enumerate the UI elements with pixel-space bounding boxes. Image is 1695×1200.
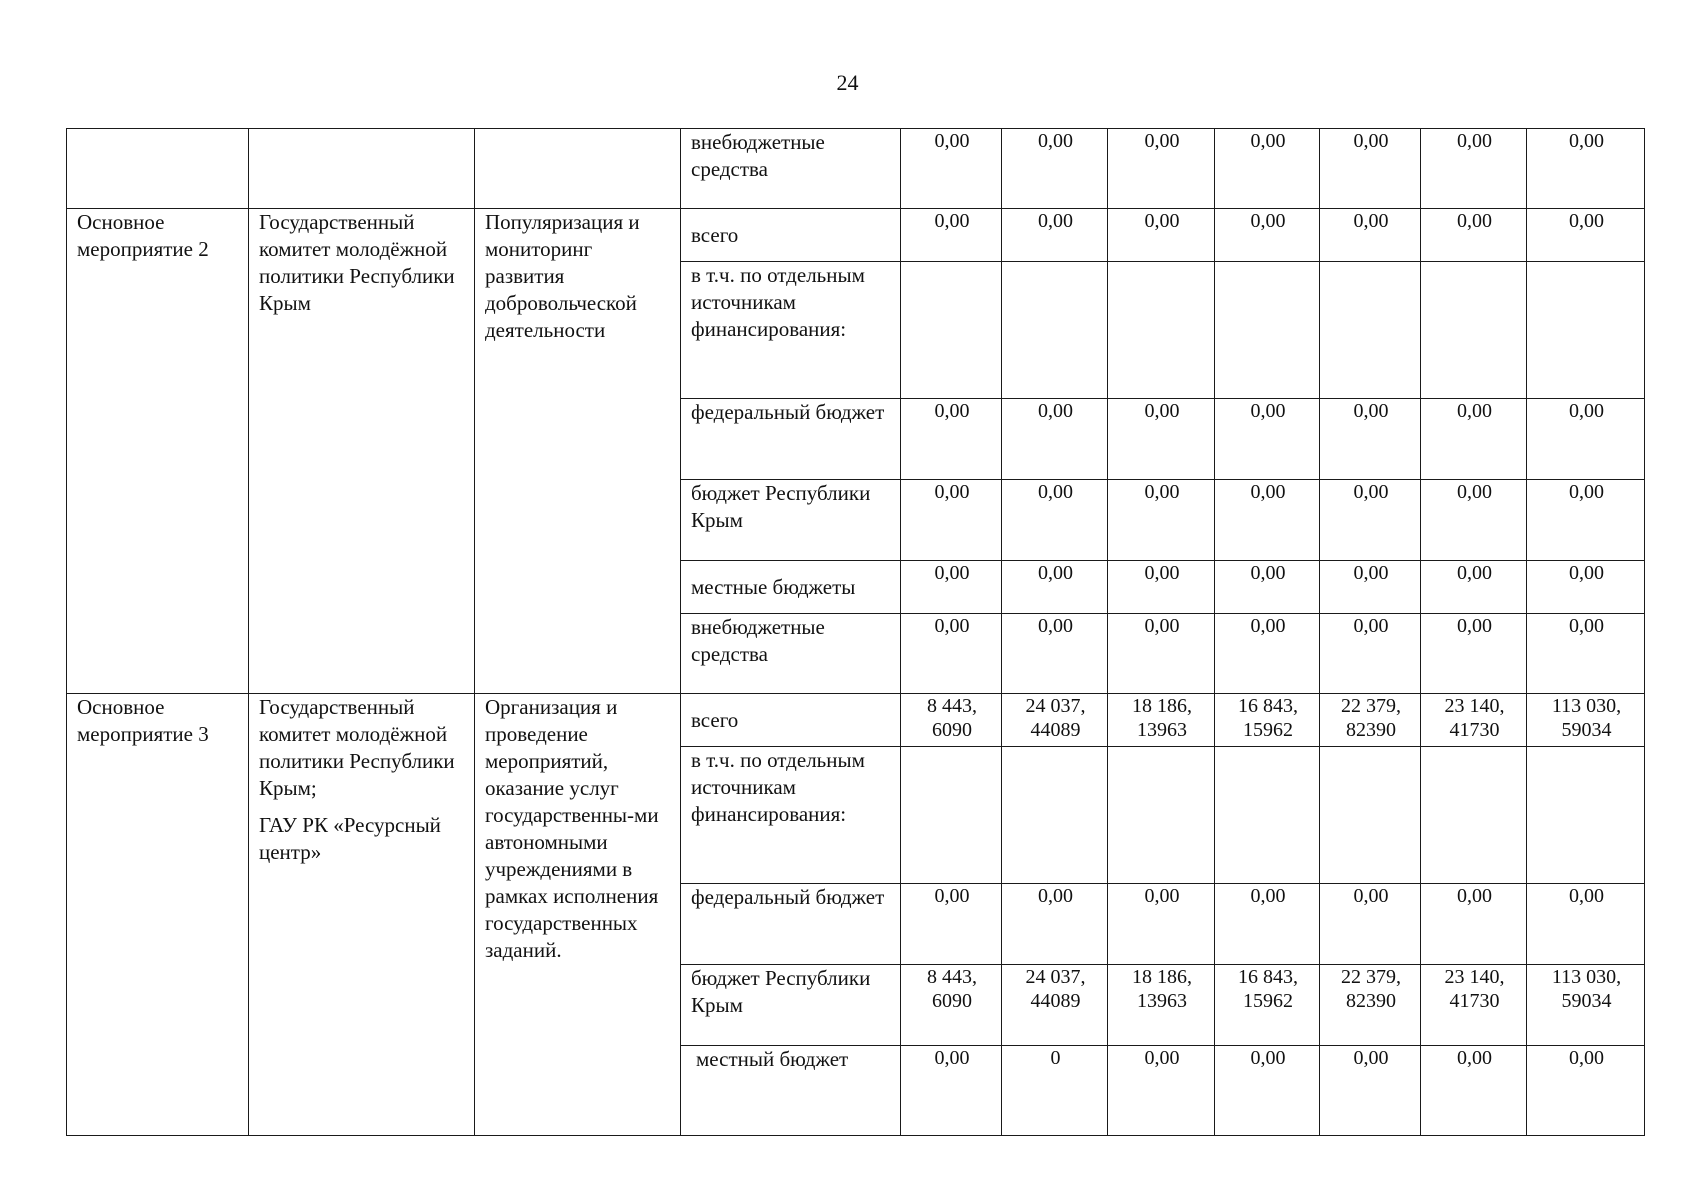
value-cell: 0,00 bbox=[1002, 209, 1108, 262]
value-cell: 0,00 bbox=[1421, 209, 1527, 262]
value-cell: 0,00 bbox=[901, 480, 1002, 561]
source-label: бюджет Республики Крым bbox=[681, 480, 901, 561]
value-cell bbox=[1002, 747, 1108, 884]
value-cell: 0,00 bbox=[1527, 1046, 1645, 1136]
value-cell: 0,00 bbox=[901, 209, 1002, 262]
source-label: внебюджетные средства bbox=[681, 129, 901, 209]
value-cell bbox=[1002, 262, 1108, 399]
executor-cell bbox=[249, 694, 475, 1136]
value-cell: 0,00 bbox=[1215, 561, 1320, 614]
value-cell: 0,00 bbox=[1527, 614, 1645, 694]
executor-name: ГАУ РК «Ресурсный центр» bbox=[259, 813, 441, 864]
value-cell: 0,00 bbox=[1002, 614, 1108, 694]
value-cell: 0,00 bbox=[1527, 561, 1645, 614]
value-cell: 0,00 bbox=[1421, 884, 1527, 965]
table-row bbox=[67, 209, 1645, 262]
source-label: федеральный бюджет bbox=[681, 884, 901, 965]
value-cell: 0,00 bbox=[1108, 209, 1215, 262]
value-cell: 0,00 bbox=[1320, 1046, 1421, 1136]
page-number: 24 bbox=[836, 70, 859, 95]
value-cell: 0,00 bbox=[1002, 129, 1108, 209]
value-cell: 0,00 bbox=[1215, 399, 1320, 480]
source-label: федеральный бюджет bbox=[681, 399, 901, 480]
source-label: всего bbox=[681, 209, 901, 262]
value-cell bbox=[901, 262, 1002, 399]
value-cell: 0,00 bbox=[1320, 561, 1421, 614]
source-label: всего bbox=[681, 694, 901, 747]
activity-title-cell: Основное мероприятие 2 bbox=[67, 209, 249, 694]
description-cell: Популяризация и мониторинг развития добровольческой деятельности bbox=[475, 209, 681, 694]
value-cell: 0,00 bbox=[901, 129, 1002, 209]
executor-cell bbox=[249, 209, 475, 694]
value-cell: 0,00 bbox=[1421, 614, 1527, 694]
activity-title-cell: Основное мероприятие 3 bbox=[67, 694, 249, 1136]
value-cell: 0,00 bbox=[1002, 480, 1108, 561]
value-cell: 0,00 bbox=[1002, 884, 1108, 965]
value-cell: 0,00 bbox=[1215, 209, 1320, 262]
executor-name: Государственный комитет молодёжной политики Республики Крым; bbox=[259, 695, 455, 800]
table-row bbox=[67, 694, 1645, 747]
value-cell: 0,00 bbox=[1108, 129, 1215, 209]
value-cell bbox=[1527, 262, 1645, 399]
value-cell bbox=[1421, 262, 1527, 399]
value-cell bbox=[1320, 747, 1421, 884]
value-cell: 0 bbox=[1002, 1046, 1108, 1136]
value-cell: 0,00 bbox=[1421, 129, 1527, 209]
value-cell bbox=[1527, 747, 1645, 884]
value-cell: 18 186, 13963 bbox=[1108, 965, 1215, 1046]
value-cell: 16 843, 15962 bbox=[1215, 965, 1320, 1046]
value-cell: 0,00 bbox=[1421, 399, 1527, 480]
value-cell: 0,00 bbox=[1002, 399, 1108, 480]
source-label: в т.ч. по отдельным источникам финансирования: bbox=[681, 747, 901, 884]
value-cell: 0,00 bbox=[1527, 399, 1645, 480]
value-cell: 23 140, 41730 bbox=[1421, 694, 1527, 747]
value-cell: 24 037, 44089 bbox=[1002, 694, 1108, 747]
value-cell bbox=[1320, 262, 1421, 399]
source-label: внебюджетные средства bbox=[681, 614, 901, 694]
budget-table bbox=[66, 128, 1645, 1136]
value-cell: 22 379, 82390 bbox=[1320, 965, 1421, 1046]
source-label: местные бюджеты bbox=[681, 561, 901, 614]
value-cell: 0,00 bbox=[1215, 1046, 1320, 1136]
value-cell: 0,00 bbox=[1215, 480, 1320, 561]
value-cell: 0,00 bbox=[1320, 209, 1421, 262]
value-cell: 18 186, 13963 bbox=[1108, 694, 1215, 747]
executor-cell bbox=[249, 129, 475, 209]
value-cell: 0,00 bbox=[1108, 561, 1215, 614]
value-cell: 16 843, 15962 bbox=[1215, 694, 1320, 747]
value-cell: 0,00 bbox=[1320, 884, 1421, 965]
value-cell bbox=[1108, 262, 1215, 399]
value-cell: 0,00 bbox=[1002, 561, 1108, 614]
value-cell: 8 443, 6090 bbox=[901, 694, 1002, 747]
value-cell: 113 030, 59034 bbox=[1527, 694, 1645, 747]
value-cell: 0,00 bbox=[1215, 614, 1320, 694]
value-cell: 0,00 bbox=[1108, 399, 1215, 480]
value-cell bbox=[901, 747, 1002, 884]
source-label: местный бюджет bbox=[681, 1046, 901, 1136]
source-label: в т.ч. по отдельным источникам финансирования: bbox=[681, 262, 901, 399]
value-cell: 113 030, 59034 bbox=[1527, 965, 1645, 1046]
value-cell: 0,00 bbox=[1421, 480, 1527, 561]
value-cell: 0,00 bbox=[901, 561, 1002, 614]
value-cell: 0,00 bbox=[1215, 884, 1320, 965]
activity-title-cell bbox=[67, 129, 249, 209]
value-cell: 0,00 bbox=[901, 884, 1002, 965]
table-body bbox=[67, 129, 1645, 1136]
value-cell: 0,00 bbox=[1108, 480, 1215, 561]
value-cell: 22 379, 82390 bbox=[1320, 694, 1421, 747]
value-cell: 0,00 bbox=[1215, 129, 1320, 209]
value-cell: 0,00 bbox=[1108, 614, 1215, 694]
executor-name: Государственный комитет молодёжной политики Республики Крым bbox=[259, 210, 455, 315]
value-cell: 0,00 bbox=[901, 1046, 1002, 1136]
value-cell: 0,00 bbox=[1320, 129, 1421, 209]
value-cell bbox=[1421, 747, 1527, 884]
value-cell: 0,00 bbox=[1527, 480, 1645, 561]
value-cell: 0,00 bbox=[1527, 884, 1645, 965]
value-cell: 0,00 bbox=[1108, 884, 1215, 965]
value-cell: 0,00 bbox=[1320, 614, 1421, 694]
value-cell bbox=[1108, 747, 1215, 884]
value-cell: 24 037, 44089 bbox=[1002, 965, 1108, 1046]
description-cell: Организация и проведение мероприятий, оказание услуг государственны-ми автономными учреждениями в рамках исполнения государственных заданий. bbox=[475, 694, 681, 1136]
value-cell: 0,00 bbox=[1421, 1046, 1527, 1136]
value-cell: 8 443, 6090 bbox=[901, 965, 1002, 1046]
source-label: бюджет Республики Крым bbox=[681, 965, 901, 1046]
value-cell bbox=[1215, 747, 1320, 884]
table-row bbox=[67, 129, 1645, 209]
value-cell: 23 140, 41730 bbox=[1421, 965, 1527, 1046]
value-cell: 0,00 bbox=[1320, 399, 1421, 480]
value-cell: 0,00 bbox=[1108, 1046, 1215, 1136]
value-cell: 0,00 bbox=[1421, 561, 1527, 614]
value-cell: 0,00 bbox=[1527, 209, 1645, 262]
value-cell: 0,00 bbox=[901, 399, 1002, 480]
value-cell: 0,00 bbox=[1527, 129, 1645, 209]
value-cell bbox=[1215, 262, 1320, 399]
value-cell: 0,00 bbox=[901, 614, 1002, 694]
description-cell bbox=[475, 129, 681, 209]
value-cell: 0,00 bbox=[1320, 480, 1421, 561]
